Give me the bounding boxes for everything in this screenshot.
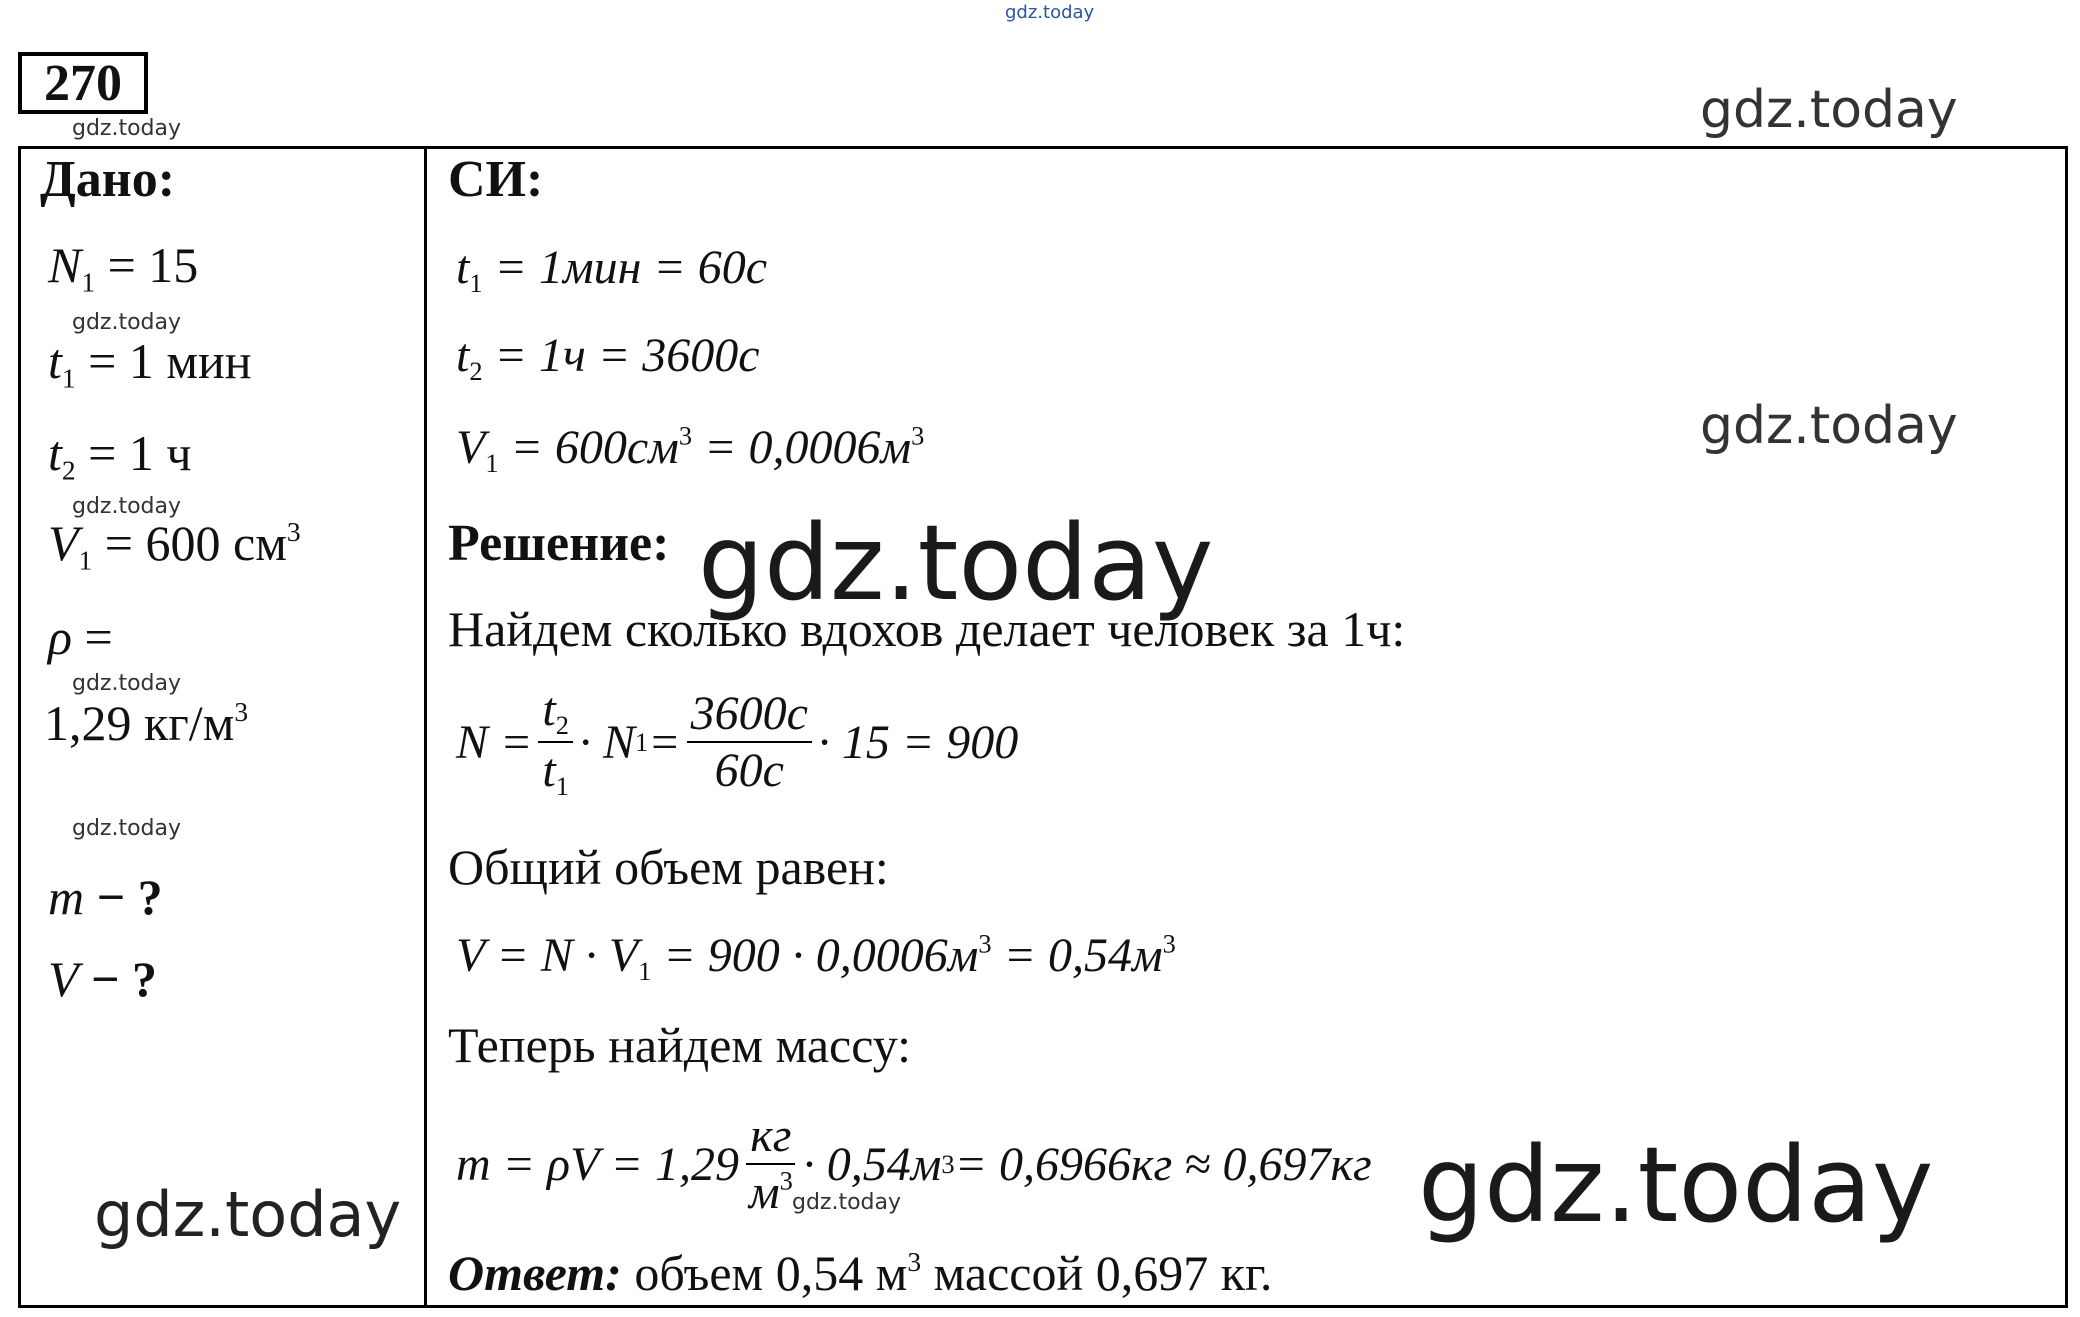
solution-heading: Решение: <box>448 515 670 572</box>
watermark-right-mid: gdz.today <box>1700 396 1958 456</box>
si-t2: $t_2 = 1ч = 3600с$ <box>456 329 760 387</box>
si-heading: СИ: <box>448 151 544 208</box>
watermark-top-center: gdz.today <box>1005 2 1095 23</box>
watermark-top-right: gdz.today <box>1700 80 1958 140</box>
answer-line: Ответ: объем 0,54 $м^3$ массой 0,697 кг. <box>448 1245 1273 1301</box>
solution-text-2: Общий объем равен: <box>448 839 889 895</box>
watermark-bottom-right: gdz.today <box>1418 1124 1934 1246</box>
watermark-center-big: gdz.today <box>698 502 1214 624</box>
fraction-kg-m3: $\frac{кг}{м^3}$ <box>745 1108 797 1220</box>
given-heading: Дано: <box>40 151 176 208</box>
fraction-t2-t1: $\frac{t_2}{t_1}$ <box>538 682 573 802</box>
task-number: 270 <box>44 54 122 112</box>
solution-eq-2: $V = N \cdot V_1 = 900 \cdot 0,0006м^3 = 0,54м^3$ <box>456 928 1176 987</box>
watermark-bottom-left: gdz.today <box>94 1178 402 1251</box>
watermark-under-number: gdz.today <box>72 116 182 141</box>
find-m: m − ? <box>48 869 163 925</box>
si-t1: $t_1 = 1мин = 60с$ <box>456 241 768 299</box>
column-divider <box>424 146 427 1308</box>
given-v1: $V_1 = 600$ $см^3$ <box>48 515 301 576</box>
si-v1: $V_1 = 600см^3 = 0,0006м^3$ <box>456 420 925 479</box>
find-v: V − ? <box>48 951 158 1007</box>
given-rho-value: 1,29 $кг/м^3$ <box>44 695 249 751</box>
watermark-left-1: gdz.today <box>72 310 182 335</box>
given-n1: $N_1 = 15$ <box>48 237 199 298</box>
watermark-left-2: gdz.today <box>72 494 182 519</box>
given-t2: $t_2 = 1$ ч <box>48 425 192 486</box>
solution-text-1: Найдем сколько вдохов делает человек за 1ч: <box>448 601 1406 657</box>
task-number-box <box>18 52 148 114</box>
given-t1: $t_1 = 1$ мин <box>48 333 252 394</box>
watermark-bottom-small: gdz.today <box>792 1190 902 1215</box>
solution-eq-1: N = $\frac{t_2}{t_1}$ · N 1 = $\frac{3600с}{60с}$ · 15 = 900 <box>456 683 1019 802</box>
solution-text-3: Теперь найдем массу: <box>448 1017 912 1073</box>
given-rho: ρ = <box>48 609 113 665</box>
watermark-left-4: gdz.today <box>72 816 182 841</box>
watermark-left-3: gdz.today <box>72 671 182 696</box>
solution-eq-3: m = ρV = 1,29 $\frac{кг}{м^3}$ · 0,54м 3 = 0,6966кг ≈ 0,697кг <box>456 1109 1372 1219</box>
fraction-3600-60: $\frac{3600с}{60с}$ <box>687 686 812 798</box>
